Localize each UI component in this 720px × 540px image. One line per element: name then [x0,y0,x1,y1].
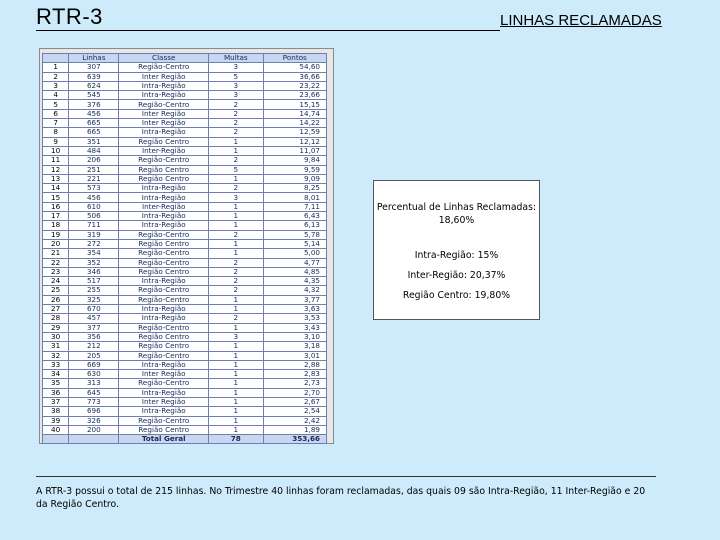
summary-box [373,180,540,320]
points-value: 3,77 [263,295,326,304]
table-row [43,91,327,100]
fines-count: 3 [209,332,264,341]
table-row [43,174,327,183]
line-class: Intra-Região [119,212,209,221]
line-class: Região-Centro [119,323,209,332]
column-header: Classe [119,54,209,63]
fines-count: 3 [209,193,264,202]
table-row [43,425,327,434]
table-row [43,239,327,248]
line-number: 624 [69,81,119,90]
fines-count: 2 [209,258,264,267]
line-number: 377 [69,323,119,332]
line-class: Região-Centro [119,156,209,165]
row-index: 20 [43,239,69,248]
points-value: 5,00 [263,249,326,258]
column-header: Linhas [69,54,119,63]
fines-count: 1 [209,360,264,369]
table-row [43,286,327,295]
table-row [43,258,327,267]
line-number: 773 [69,397,119,406]
points-value: 23,66 [263,91,326,100]
line-class: Região-Centro [119,351,209,360]
inter-region-stat: Inter-Região: 20,37% [407,270,506,281]
points-value: 4,35 [263,277,326,286]
table-row [43,416,327,425]
line-number: 200 [69,425,119,434]
table-row [43,146,327,155]
line-class: Inter-Região [119,146,209,155]
row-index: 28 [43,314,69,323]
line-number: 205 [69,351,119,360]
table-body [43,63,327,435]
line-class: Região-Centro [119,258,209,267]
fines-count: 3 [209,91,264,100]
line-number: 696 [69,407,119,416]
line-class: Região Centro [119,137,209,146]
line-number: 354 [69,249,119,258]
row-index: 29 [43,323,69,332]
table-row [43,379,327,388]
table-row [43,342,327,351]
slide-title: RTR-3 [36,4,103,29]
table-row [43,397,327,406]
row-index: 13 [43,174,69,183]
line-class: Região-Centro [119,63,209,72]
row-index: 23 [43,267,69,276]
points-value: 3,01 [263,351,326,360]
table-row [43,267,327,276]
row-index: 35 [43,379,69,388]
table-row [43,388,327,397]
line-class: Região-Centro [119,100,209,109]
line-number: 351 [69,137,119,146]
table-row [43,370,327,379]
points-value: 9,09 [263,174,326,183]
table-row [43,109,327,118]
table-row [43,407,327,416]
line-class: Região-Centro [119,416,209,425]
title-underline [36,30,500,31]
table-row [43,156,327,165]
row-index: 27 [43,305,69,314]
fines-count: 1 [209,146,264,155]
points-value: 9,59 [263,165,326,174]
row-index: 14 [43,184,69,193]
table-row [43,230,327,239]
points-value: 5,14 [263,239,326,248]
line-number: 665 [69,119,119,128]
fines-count: 1 [209,397,264,406]
row-index: 32 [43,351,69,360]
points-value: 15,15 [263,100,326,109]
fines-count: 1 [209,239,264,248]
table-row [43,119,327,128]
fines-count: 1 [209,351,264,360]
line-class: Inter-Região [119,202,209,211]
fines-count: 1 [209,323,264,332]
table-row [43,165,327,174]
line-number: 670 [69,305,119,314]
fines-count: 2 [209,156,264,165]
line-class: Região Centro [119,267,209,276]
table-row [43,72,327,81]
intra-region-stat: Intra-Região: 15% [414,250,499,261]
fines-count: 1 [209,137,264,146]
fines-count: 2 [209,119,264,128]
row-index: 37 [43,397,69,406]
column-header [43,54,69,63]
row-index: 34 [43,370,69,379]
fines-count: 2 [209,230,264,239]
line-class: Região Centro [119,165,209,174]
line-number: 251 [69,165,119,174]
row-index: 19 [43,230,69,239]
points-value: 6,13 [263,221,326,230]
fines-count: 1 [209,388,264,397]
table-row [43,100,327,109]
points-value: 8,25 [263,184,326,193]
points-value: 3,53 [263,314,326,323]
fines-count: 2 [209,267,264,276]
line-number: 669 [69,360,119,369]
row-index: 39 [43,416,69,425]
table-row [43,212,327,221]
row-index: 8 [43,128,69,137]
table-row [43,314,327,323]
line-class: Intra-Região [119,314,209,323]
points-value: 12,59 [263,128,326,137]
table-row [43,249,327,258]
points-value: 4,77 [263,258,326,267]
line-class: Inter Região [119,119,209,128]
row-index: 31 [43,342,69,351]
fines-count: 3 [209,63,264,72]
line-class: Inter Região [119,370,209,379]
table-row [43,81,327,90]
line-number: 456 [69,109,119,118]
line-number: 456 [69,193,119,202]
table-row [43,63,327,72]
points-value: 23,22 [263,81,326,90]
row-index: 17 [43,212,69,221]
footer-text: A RTR-3 possui o total de 215 linhas. No Trimestre 40 linhas foram reclamadas, das quais 09 são Intra-Região, 11 Inter-Região e 20 da Região Centro. [36,486,646,510]
points-value: 6,43 [263,212,326,221]
line-class: Intra-Região [119,81,209,90]
table-row [43,360,327,369]
points-value: 7,11 [263,202,326,211]
line-class: Região-Centro [119,286,209,295]
row-index: 25 [43,286,69,295]
line-number: 645 [69,388,119,397]
line-class: Intra-Região [119,128,209,137]
points-value: 36,66 [263,72,326,81]
points-value: 2,54 [263,407,326,416]
line-number: 307 [69,63,119,72]
line-class: Região Centro [119,239,209,248]
line-number: 665 [69,128,119,137]
line-number: 376 [69,100,119,109]
row-index: 21 [43,249,69,258]
fines-count: 1 [209,174,264,183]
line-number: 221 [69,174,119,183]
points-value: 8,01 [263,193,326,202]
row-index: 7 [43,119,69,128]
points-value: 2,67 [263,397,326,406]
table-row [43,332,327,341]
points-value: 3,18 [263,342,326,351]
complaints-table [42,53,327,444]
row-index: 26 [43,295,69,304]
fines-count: 1 [209,379,264,388]
points-value: 14,22 [263,119,326,128]
line-number: 630 [69,370,119,379]
line-class: Intra-Região [119,91,209,100]
line-class: Intra-Região [119,277,209,286]
line-class: Intra-Região [119,407,209,416]
row-index: 4 [43,91,69,100]
fines-count: 1 [209,416,264,425]
row-index: 1 [43,63,69,72]
column-header: Pontos [263,54,326,63]
points-value: 2,70 [263,388,326,397]
points-value: 14,74 [263,109,326,118]
line-number: 506 [69,212,119,221]
line-class: Região Centro [119,332,209,341]
line-class: Intra-Região [119,360,209,369]
points-value: 2,83 [263,370,326,379]
line-class: Intra-Região [119,184,209,193]
fines-count: 1 [209,407,264,416]
line-class: Inter Região [119,109,209,118]
line-number: 206 [69,156,119,165]
table-header-row [43,54,327,63]
points-value: 3,10 [263,332,326,341]
row-index: 36 [43,388,69,397]
line-number: 457 [69,314,119,323]
line-class: Intra-Região [119,305,209,314]
line-number: 346 [69,267,119,276]
points-value: 5,78 [263,230,326,239]
line-class: Intra-Região [119,221,209,230]
total-row [43,435,327,444]
row-index: 40 [43,425,69,434]
row-index: 33 [43,360,69,369]
line-class: Inter Região [119,397,209,406]
fines-count: 5 [209,72,264,81]
line-number: 325 [69,295,119,304]
fines-count: 1 [209,342,264,351]
line-class: Intra-Região [119,193,209,202]
table-row [43,184,327,193]
fines-count: 2 [209,277,264,286]
fines-count: 1 [209,370,264,379]
fines-count: 2 [209,100,264,109]
points-value: 2,42 [263,416,326,425]
row-index: 15 [43,193,69,202]
row-index: 18 [43,221,69,230]
line-number: 639 [69,72,119,81]
total-label: Total Geral [119,435,209,444]
row-index: 30 [43,332,69,341]
line-number: 573 [69,184,119,193]
table-row [43,295,327,304]
points-value: 2,88 [263,360,326,369]
line-number: 484 [69,146,119,155]
fines-count: 2 [209,314,264,323]
line-class: Inter Região [119,72,209,81]
complaints-table-image [39,48,334,444]
fines-count: 1 [209,202,264,211]
fines-count: 2 [209,128,264,137]
points-value: 2,73 [263,379,326,388]
fines-count: 2 [209,286,264,295]
points-value: 11,07 [263,146,326,155]
line-number: 272 [69,239,119,248]
line-class: Região Centro [119,174,209,183]
table-row [43,202,327,211]
points-value: 1,89 [263,425,326,434]
total-multas: 78 [209,435,264,444]
fines-count: 1 [209,305,264,314]
points-value: 4,32 [263,286,326,295]
points-value: 3,63 [263,305,326,314]
section-title: LINHAS RECLAMADAS [500,12,662,29]
fines-count: 1 [209,221,264,230]
row-index: 16 [43,202,69,211]
line-number: 326 [69,416,119,425]
line-class: Região-Centro [119,295,209,304]
line-class: Região-Centro [119,249,209,258]
line-class: Região-Centro [119,379,209,388]
fines-count: 3 [209,81,264,90]
row-index: 9 [43,137,69,146]
line-number: 356 [69,332,119,341]
line-number: 352 [69,258,119,267]
line-number: 255 [69,286,119,295]
table-row [43,128,327,137]
column-header: Multas [209,54,264,63]
row-index: 11 [43,156,69,165]
total-pontos: 353,66 [263,435,326,444]
line-number: 319 [69,230,119,239]
points-value: 4,85 [263,267,326,276]
percent-label: Percentual de Linhas Reclamadas: [376,202,537,213]
row-index: 6 [43,109,69,118]
points-value: 54,60 [263,63,326,72]
table-row [43,323,327,332]
points-value: 12,12 [263,137,326,146]
table-row [43,351,327,360]
footer-divider [36,476,656,477]
line-number: 313 [69,379,119,388]
row-index: 2 [43,72,69,81]
line-class: Região-Centro [119,230,209,239]
table-row [43,305,327,314]
table-row [43,193,327,202]
percent-value: 18,60% [438,215,475,226]
line-class: Região Centro [119,425,209,434]
line-number: 711 [69,221,119,230]
line-class: Intra-Região [119,388,209,397]
line-number: 545 [69,91,119,100]
table-row [43,137,327,146]
row-index: 38 [43,407,69,416]
row-index: 3 [43,81,69,90]
row-index: 12 [43,165,69,174]
row-index: 5 [43,100,69,109]
row-index: 22 [43,258,69,267]
row-index: 10 [43,146,69,155]
points-value: 3,43 [263,323,326,332]
fines-count: 1 [209,425,264,434]
fines-count: 1 [209,212,264,221]
line-number: 517 [69,277,119,286]
line-number: 212 [69,342,119,351]
table-row [43,221,327,230]
line-class: Região Centro [119,342,209,351]
center-region-stat: Região Centro: 19,80% [402,290,511,301]
table-row [43,277,327,286]
fines-count: 5 [209,165,264,174]
fines-count: 1 [209,249,264,258]
line-number: 610 [69,202,119,211]
fines-count: 2 [209,184,264,193]
fines-count: 2 [209,109,264,118]
row-index: 24 [43,277,69,286]
fines-count: 1 [209,295,264,304]
points-value: 9,84 [263,156,326,165]
